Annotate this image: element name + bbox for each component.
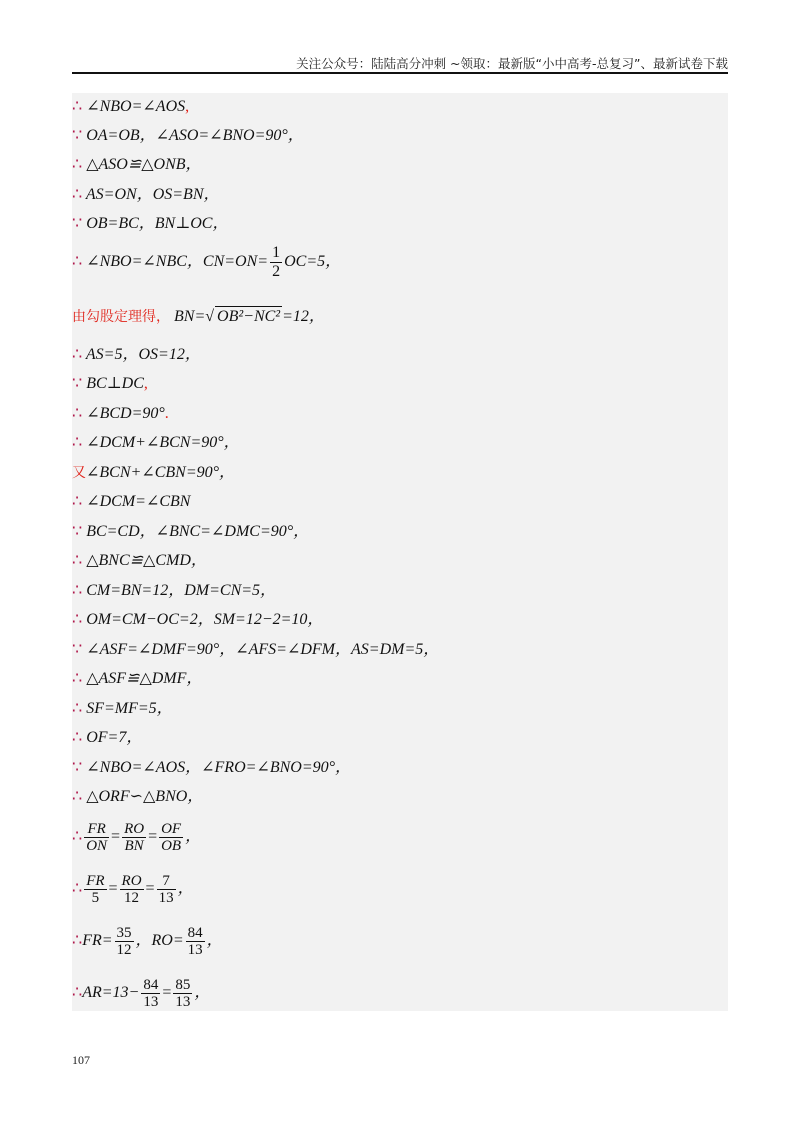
fraction: $\frac{FR}{5}$ [86,873,105,906]
step-line [72,345,201,365]
because-symbol: ∵ [72,641,83,658]
therefore-symbol: ∴ [72,788,83,805]
fraction: $\frac{84}{13}$ [187,925,203,958]
step-line: 由勾股定理得， BN=√ OB²−NC² =12， [72,308,325,325]
therefore-symbol: ∴ [72,984,83,1002]
step-line [72,214,228,234]
fraction: $\frac{RO}{BN}$ [124,821,145,854]
step-text: △ASO≌△ONB， [86,156,202,173]
therefore-symbol: ∴ [72,880,83,898]
fraction: $\frac{85}{13}$ [175,977,191,1010]
step-line [72,581,276,601]
because-symbol: ∵ [72,375,83,392]
page-number: 107 [72,1053,90,1067]
fraction: $\frac{84}{13}$ [143,977,159,1010]
therefore-symbol: ∴ [72,552,83,569]
therefore-symbol: ∴ [72,932,83,950]
fraction: $\frac{OF}{OB}$ [161,821,182,854]
fraction: $\frac{35}{12}$ [116,925,132,958]
fraction [270,244,282,281]
step-text: OF=7， [86,729,143,746]
therefore-symbol: ∴ [72,346,83,363]
fraction-numerator: 1 [272,244,281,261]
step-text: ∠NBO=∠AOS [86,98,186,115]
step-line: ∴FR= $\frac{35}{12}$ ，RO= $\frac{84}{13}$ ， [72,925,223,958]
step-text: ∠DCM=∠CBN [86,493,191,510]
step-text: △ASF≌△DMF， [86,670,203,687]
header-rule [72,72,728,74]
therefore-symbol: ∴ [72,828,83,846]
step-line [72,699,173,719]
page-header: 关注公众号：陆陆高分冲刺 ~领取：最新版“小中高考-总复习”、最新试卷下载 [296,56,728,71]
step-line [72,787,203,807]
step-line [72,155,202,175]
step-text: SF=MF=5， [86,700,173,717]
step-line [72,551,207,571]
step-line [72,522,309,542]
therefore-symbol: ∴ [72,253,83,271]
step-text: =12， [282,308,325,325]
step-text: △BNC≌△CMD， [86,552,207,569]
step-text-chinese: 由勾股定理得， [72,309,170,325]
step-text: AS=ON，OS=BN， [85,186,220,203]
therefore-symbol: ∴ [72,700,83,717]
step-line [72,728,142,748]
therefore-symbol: ∴ [72,729,83,746]
step-line: ∴AR=13− $\frac{84}{13}$ = $\frac{85}{13}$ ， [72,977,211,1010]
step-text: ∠NBO=∠NBC，CN=ON= [86,253,269,271]
because-symbol: ∵ [72,523,83,540]
step-text: ∠DCM+∠BCN=90°， [86,434,240,451]
step-line: ∴ $\frac{FR}{5}$ = $\frac{RO}{12}$ = $\frac{7}{13}$ ， [72,873,194,906]
because-symbol: ∵ [72,759,83,776]
step-text: ∠BCD=90° [86,405,165,422]
therefore-symbol: ∴ [72,582,83,599]
step-line: ∴ $\frac{FR}{ON}$ = $\frac{RO}{BN}$ = $\frac{OF}{OB}$ ， [72,821,202,854]
step-text: BN= [174,308,206,325]
step-line: ∴ ∠NBO=∠AOS, [72,98,190,115]
step-line: ∵ BC⊥DC, [72,375,148,392]
step-text: BC=CD，∠BNC=∠DMC=90°， [86,523,310,540]
therefore-symbol: ∴ [72,493,83,510]
therefore-symbol: ∴ [72,670,83,687]
step-line [72,669,202,689]
therefore-symbol: ∴ [72,405,83,422]
therefore-symbol: ∴ [72,98,83,115]
step-text: CM=BN=12，DM=CN=5， [86,582,277,599]
step-text: OM=CM−OC=2，SM=12−2=10， [86,611,324,628]
step-text: OB=BC，BN⊥OC， [86,215,229,232]
step-line [72,610,323,630]
step-text: ∠NBO=∠AOS，∠FRO=∠BNO=90°， [86,759,352,776]
square-root: OB²−NC² [217,308,281,325]
step-line [72,640,439,660]
step-text: AS=5，OS=12， [85,346,201,363]
step-line [72,126,304,146]
step-text: ∠BCN+∠CBN=90°， [86,464,236,481]
step-line [72,758,351,778]
step-line: ∴ ∠BCD=90°. [72,405,169,422]
step-line [72,433,240,453]
step-text: BC⊥DC [86,375,144,392]
step-line [72,244,341,281]
therefore-symbol: ∴ [72,156,83,173]
therefore-symbol: ∴ [72,434,83,451]
step-text: OC=5， [284,253,342,271]
fraction: $\frac{7}{13}$ [158,873,174,906]
because-symbol: ∵ [72,127,83,144]
step-text: ∠ASF=∠DMF=90°，∠AFS=∠DFM，AS=DM=5， [86,641,440,658]
step-line [72,463,235,483]
step-text: OA=OB，∠ASO=∠BNO=90°， [86,127,304,144]
because-symbol: ∵ [72,215,83,232]
therefore-symbol: ∴ [72,186,83,203]
step-text: △ORF∽△BNO， [86,788,204,805]
fraction-denominator: 2 [272,263,281,280]
step-line [72,185,220,205]
therefore-symbol: ∴ [72,611,83,628]
solution-block [72,93,728,1011]
step-text-chinese: 又 [72,465,86,481]
fraction: $\frac{FR}{ON}$ [86,821,108,854]
step-line [72,492,190,512]
fraction: $\frac{RO}{12}$ [121,873,142,906]
